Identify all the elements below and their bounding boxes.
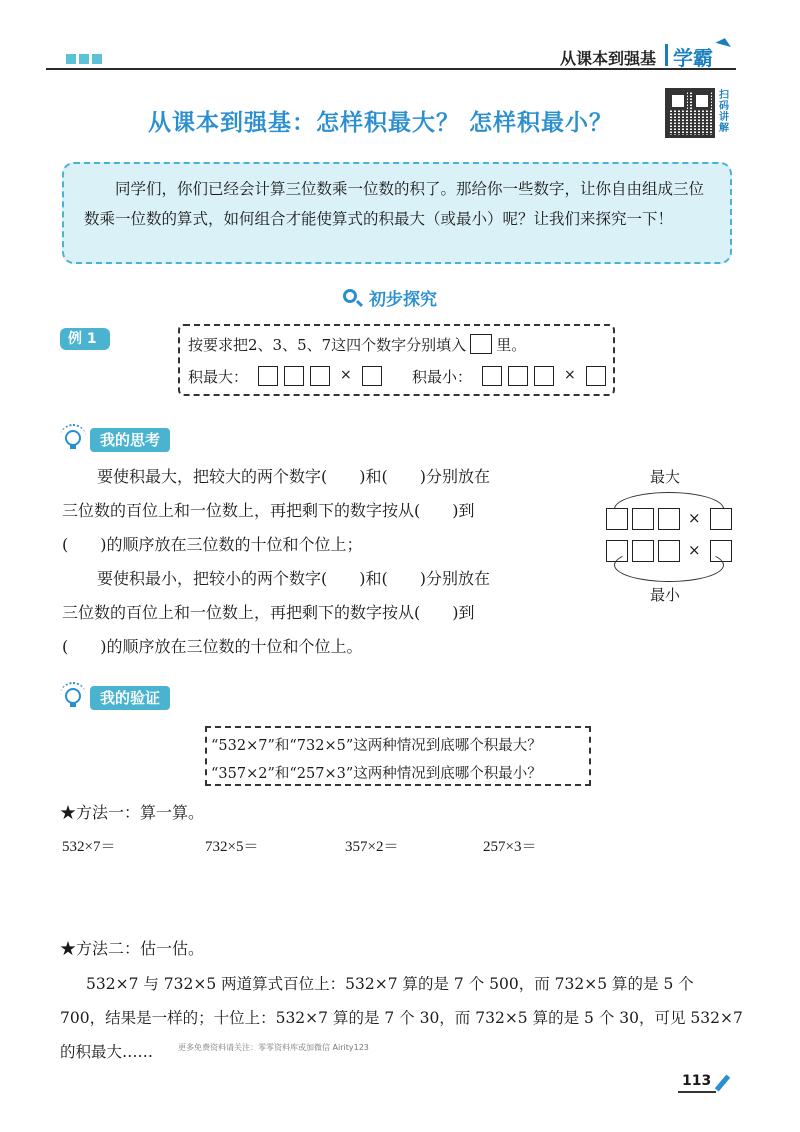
series-title: 从课本到强基 <box>560 49 657 68</box>
header-separator <box>665 44 668 66</box>
diagram-box[interactable] <box>632 508 654 530</box>
calc-item[interactable]: 357×2＝ <box>345 839 399 855</box>
header-decoration <box>66 54 102 64</box>
verify-tag: 我的验证 <box>90 686 170 710</box>
thinking-tag: 我的思考 <box>90 428 170 452</box>
method2-title: ★方法二：估一估。 <box>60 939 205 958</box>
diagram-box[interactable] <box>606 508 628 530</box>
example-box <box>178 324 615 396</box>
qr-label: 扫码讲解 <box>719 90 729 134</box>
times-sign: × <box>564 367 576 383</box>
method2-line2: 700，结果是一样的；十位上：532×7 算的是 7 个 30，而 732×5 算的是 5 个 30，可见 532×7 <box>60 1009 743 1027</box>
min-digit-box[interactable] <box>482 366 502 386</box>
lightbulb-icon <box>65 430 81 446</box>
question-2: “357×2”和“257×3”这两种情况到底哪个积最小？ <box>211 766 542 782</box>
times-sign: × <box>688 509 701 527</box>
max-multiplier-box[interactable] <box>362 366 382 386</box>
question-1: “532×7”和“732×5”这两种情况到底哪个积最大？ <box>211 738 542 754</box>
example-instruction-prefix: 按要求把2、3、5、7这四个数字分别填入 <box>188 336 467 354</box>
page-number-rule <box>678 1091 716 1093</box>
times-sign: × <box>688 541 701 559</box>
diagram-bottom-arc <box>614 548 724 582</box>
thinking-p1-line1: 要使积最大，把较大的两个数字( )和( )分别放在 <box>97 467 490 486</box>
question-box <box>205 726 591 786</box>
graduation-cap-icon <box>715 36 732 47</box>
min-digit-box[interactable] <box>508 366 528 386</box>
example-label: 例 1 <box>60 328 110 350</box>
max-digit-box[interactable] <box>258 366 278 386</box>
min-label: 积最小： <box>412 368 473 386</box>
page-title: 从课本到强基：怎样积最大？ 怎样积最小？ <box>148 110 614 136</box>
calc-item[interactable]: 257×3＝ <box>483 839 537 855</box>
intro-box <box>62 162 732 264</box>
method2-line3: 的积最大…… <box>60 1043 154 1061</box>
max-label: 积最大： <box>188 368 249 386</box>
method1-title: ★方法一：算一算。 <box>60 803 205 822</box>
max-digit-box[interactable] <box>310 366 330 386</box>
section-heading-label: 初步探究 <box>369 290 437 310</box>
thinking-p1-line3: ( )的顺序放在三位数的十位和个位上； <box>62 535 363 554</box>
min-digit-box[interactable] <box>534 366 554 386</box>
max-digit-box[interactable] <box>284 366 304 386</box>
min-multiplier-box[interactable] <box>586 366 606 386</box>
intro-text: 同学们，你们已经会计算三位数乘一位数的积了。那给你一些数字，让你自由组成三位数乘一位数的算式，如何组合才能使算式的积最大（或最小）呢？让我们来探究一下！ <box>84 180 705 228</box>
pencil-icon <box>715 1074 730 1091</box>
calc-item[interactable]: 732×5＝ <box>205 839 259 855</box>
times-sign: × <box>340 367 352 383</box>
diagram-box[interactable] <box>658 508 680 530</box>
footer-note: 更多免费资料请关注：零零资料库或加微信 Airity123 <box>178 1043 369 1052</box>
thinking-p2-line1: 要使积最小，把较小的两个数字( )和( )分别放在 <box>97 569 490 588</box>
lightbulb-icon <box>65 688 81 704</box>
section-heading <box>347 285 437 310</box>
page-number: 113 <box>682 1073 712 1089</box>
diagram-min-label: 最小 <box>650 586 681 604</box>
thinking-p2-line3: ( )的顺序放在三位数的十位和个位上。 <box>62 637 363 656</box>
example-instruction <box>188 334 526 355</box>
blank-box-sample <box>470 334 492 354</box>
qr-code-icon[interactable] <box>665 88 715 138</box>
method2-line1: 532×7 与 732×5 两道算式百位上：532×7 算的是 7 个 500，而 732×5 算的是 5 个 <box>86 975 694 993</box>
thinking-p2-line2: 三位数的百位上和一位数上，再把剩下的数字按从( )到 <box>62 603 475 622</box>
calc-item[interactable]: 532×7＝ <box>62 839 116 855</box>
diagram-box[interactable] <box>710 508 732 530</box>
brand-logo: 学霸 <box>673 46 713 70</box>
thinking-p1-line2: 三位数的百位上和一位数上，再把剩下的数字按从( )到 <box>62 501 475 520</box>
diagram-max-label: 最大 <box>650 468 681 486</box>
example-instruction-suffix: 里。 <box>496 336 527 354</box>
